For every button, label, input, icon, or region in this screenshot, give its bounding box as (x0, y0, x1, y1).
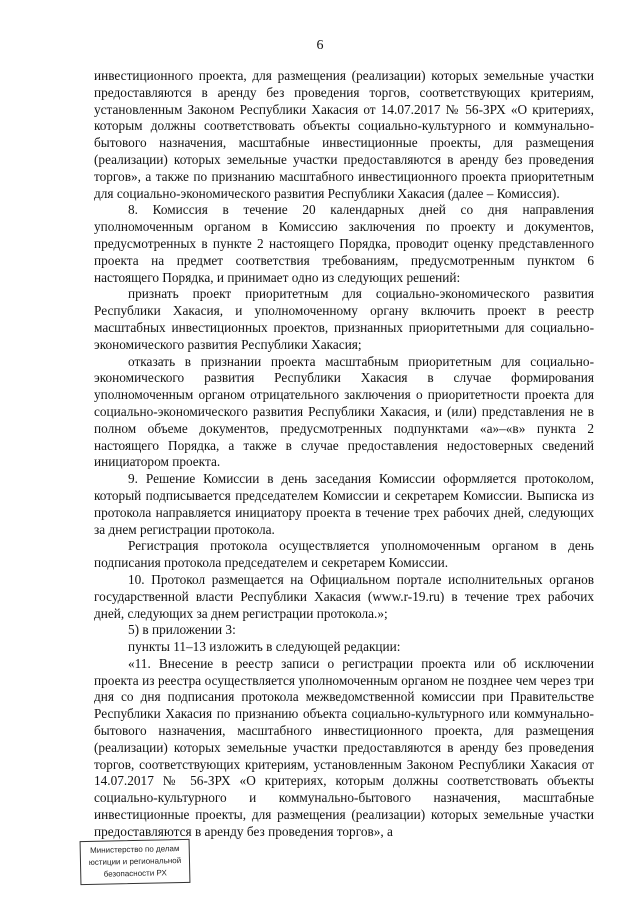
paragraph: признать проект приоритетным для социально-экономического развития Республики Хакасия, и уполномоченному органу включить проект в реестр масштабных инвестиционных проектов, признанных приоритетными для социально-экономического развития Республики Хакасия; (94, 286, 594, 352)
stamp-line: юстиции и региональной (88, 856, 182, 867)
ministry-stamp (80, 839, 191, 885)
paragraph: 10. Протокол размещается на Официальном портале исполнительных органов государственной власти Республики Хакасия (www.r-19.ru) в течение трех рабочих дней, следующих за днем регистрации протокола.»; (94, 571, 594, 621)
paragraph: 9. Решение Комиссии в день заседания Комиссии оформляется протоколом, который подписывается председателем Комиссии и секретарем Комиссии. Выписка из протокола направляется инициатору проекта в течение трех рабочих дней, следующих за днем регистрации протокола. (94, 471, 594, 537)
document-body (94, 68, 594, 841)
paragraph: инвестиционного проекта, для размещения (реализации) которых земельные участки предоставляются в аренду без проведения торгов, соответствующих критериям, установленным Законом Республики Хакасия от 14.07.2017 № 56-ЗРХ «О критериях, которым должны соответствовать объекты социально-культурного и коммунально-бытового назначения, масштабные инвестиционные проекты, для размещения (реализации) которых земельные участки предоставляются в аренду без проведения торгов», а также по признанию масштабного инвестиционного проекта приоритетным для социально-экономического развития Республики Хакасия (далее – Комиссия). (94, 68, 594, 201)
paragraph: Регистрация протокола осуществляется уполномоченным органом в день подписания протокола председателем и секретарем Комиссии. (94, 538, 594, 571)
page-number: 6 (316, 38, 324, 53)
paragraph: 8. Комиссия в течение 20 календарных дней со дня направления уполномоченным органом в Комиссию заключения по проекту и документов, предусмотренных в пункте 2 настоящего Порядка, проводит оценку представленного проекта на предмет соответствия требованиям, предусмотренным пунктом 6 настоящего Порядка, и принимает одно из следующих решений: (94, 202, 594, 285)
stamp-line: Министерство по делам (89, 844, 180, 855)
stamp-line: безопасности РХ (103, 868, 167, 879)
paragraph: «11. Внесение в реестр записи о регистрации проекта или об исключении проекта из реестра осуществляется уполномоченным органом не позднее чем через три дня со дня подписания протокола межведомственной комиссии при Правительстве Республики Хакасия по признанию объекта социально-культурного или коммунально-бытового назначения, масштабного инвестиционного проекта, для размещения (реализации) которых земельные участки предоставляются в аренду без проведения торгов, соответствующих критериям, установленным Законом Республики Хакасия от 14.07.2017 № 56-ЗРХ «О критериях, которым должны соответствовать объекты социально-культурного и коммунально-бытового назначения, масштабные инвестиционные проекты, для размещения (реализации) которых земельные участки предоставляются в аренду без проведения торгов», а (94, 655, 594, 839)
paragraph: 5) в приложении 3: (128, 622, 236, 638)
paragraph: пункты 11–13 изложить в следующей редакции: (128, 639, 401, 655)
paragraph: отказать в признании проекта масштабным приоритетным для социально-экономического развития Республики Хакасия в случае формирования уполномоченным органом отрицательного заключения о приоритетности проекта для социально-экономического развития Республики Хакасия, и (или) представления не в полном объеме документов, предусмотренных подпунктами «а»–«в» пункта 2 настоящего Порядка, а также в случае предоставления недостоверных сведений инициатором проекта. (94, 353, 594, 470)
